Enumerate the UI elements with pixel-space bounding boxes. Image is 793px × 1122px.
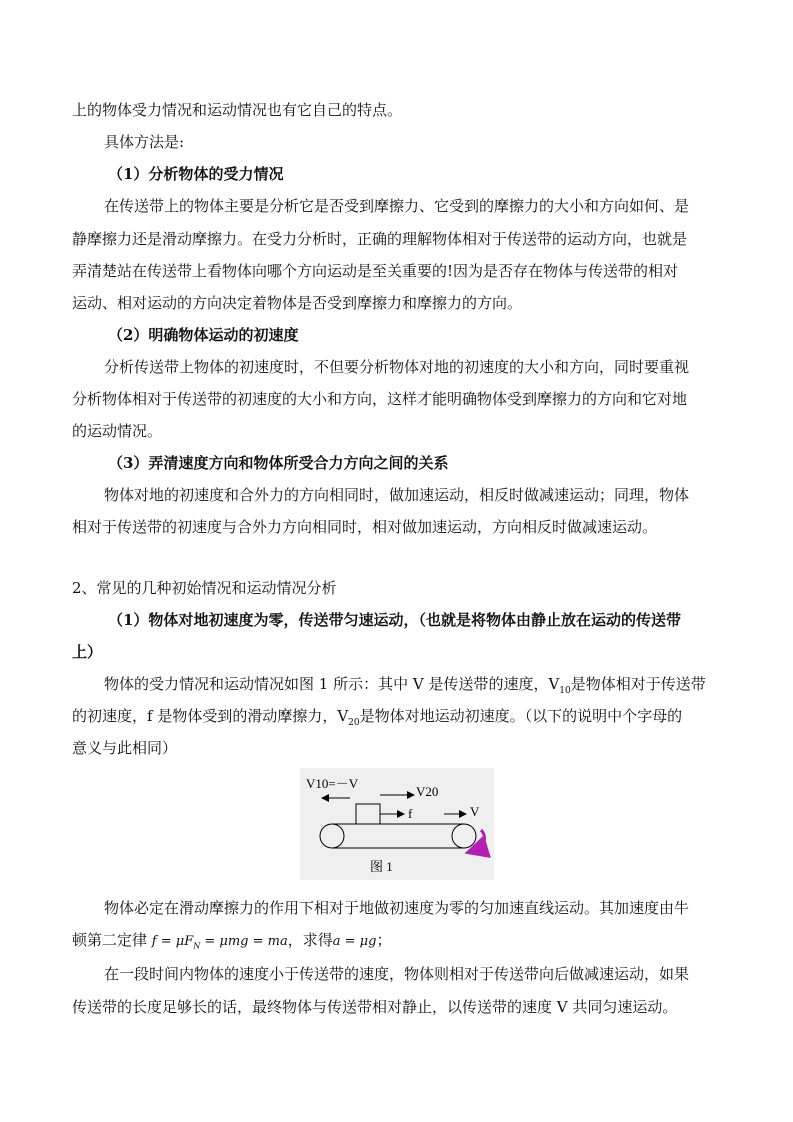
rotation-arrow (476, 830, 485, 850)
eq1-b: = μmg = ma (200, 934, 288, 949)
text-semicolon: ； (376, 931, 392, 949)
s2-line-2: 分析物体相对于传送带的初速度的大小和方向，这样才能明确物体受到摩擦力的方向和它对地 (72, 390, 688, 408)
desc-2a: 的初速度，f 是物体受到的滑动摩擦力，V (72, 707, 349, 725)
eq1-a: f = μF (151, 934, 194, 949)
after-fig-line-2 (72, 930, 391, 957)
equation-1 (152, 934, 288, 949)
text-obtain: ，求得 (287, 931, 333, 949)
after-fig-line-4: 传送带的长度足够长的话，最终物体与传送带相对静止，以传送带的速度 V 共同匀速运动。 (72, 998, 678, 1016)
section-2-heading: （2）明确物体运动的初速度 (108, 326, 299, 344)
conveyor-belt-diagram (300, 768, 494, 880)
s2-line-3: 的运动情况。 (72, 422, 163, 440)
s1-line-3: 弄清楚站在传送带上看物体向哪个方向运动是至关重要的!因为是否存在物体与传送带的相对 (72, 262, 679, 280)
figure-caption: 图 1 (370, 859, 393, 874)
method-intro: 具体方法是: (104, 133, 185, 151)
eq1-sub: N (193, 941, 201, 951)
case-1-desc-line-1 (104, 674, 706, 701)
label-v20: V20 (416, 784, 439, 799)
text-newton: 顿第二定律 (72, 931, 148, 949)
s3-line-1: 物体对地的初速度和合外力的方向相同时，做加速运动，相反时做减速运动；同理，物体 (104, 486, 690, 504)
desc-1b: 是物体相对于传送带 (570, 675, 706, 693)
after-fig-line-1: 物体必定在滑动摩擦力的作用下相对于地做初速度为零的匀加速直线运动。其加速度由牛 (104, 899, 690, 917)
equation-2: a = μg (332, 934, 377, 949)
desc-1-sub: 10 (559, 686, 571, 696)
s1-line-1: 在传送带上的物体主要是分析它是否受到摩擦力、它受到的摩擦力的大小和方向如何、是 (104, 197, 690, 215)
block (356, 804, 380, 824)
case-1-desc-line-3: 意义与此相同） (72, 739, 178, 757)
label-v10: V10=－V (306, 776, 359, 791)
case-1-heading-line-1: （1）物体对地初速度为零，传送带匀速运动，（也就是将物体由静止放在运动的传送带 (108, 611, 681, 629)
right-pulley (452, 824, 476, 848)
s2-line-1: 分析传送带上物体的初速度时，不但要分析物体对地的初速度的大小和方向，同时要重视 (104, 358, 690, 376)
figure-1 (300, 768, 494, 880)
s1-line-4: 运动、相对运动的方向决定着物体是否受到摩擦力和摩擦力的方向。 (72, 294, 523, 312)
s3-line-2: 相对于传送带的初速度与合外力方向相同时，相对做加速运动，方向相反时做减速运动。 (72, 518, 658, 536)
part-2-title: 2、常见的几种初始情况和运动情况分析 (72, 579, 337, 597)
after-fig-line-3: 在一段时间内物体的速度小于传送带的速度，物体则相对于传送带向后做减速运动，如果 (104, 965, 690, 983)
label-f: f (408, 806, 413, 821)
desc-1a: 物体的受力情况和运动情况如图 1 所示：其中 V 是传送带的速度，V (104, 675, 560, 693)
desc-2-sub: 20 (348, 718, 360, 728)
section-1-heading: （1）分析物体的受力情况 (108, 165, 284, 183)
desc-2b: 是物体对地运动初速度。（以下的说明中个字母的 (359, 707, 683, 725)
section-3-heading: （3）弄清速度方向和物体所受合力方向之间的关系 (108, 454, 449, 472)
left-pulley (320, 824, 344, 848)
intro-tail: 上的物体受力情况和运动情况也有它自己的特点。 (72, 101, 403, 119)
case-1-heading-line-2: 上） (72, 643, 103, 661)
s1-line-2: 静摩擦力还是滑动摩擦力。在受力分析时，正确的理解物体相对于传送带的运动方向，也就是 (72, 230, 688, 248)
label-v: V (470, 804, 480, 819)
case-1-desc-line-2 (72, 706, 682, 733)
